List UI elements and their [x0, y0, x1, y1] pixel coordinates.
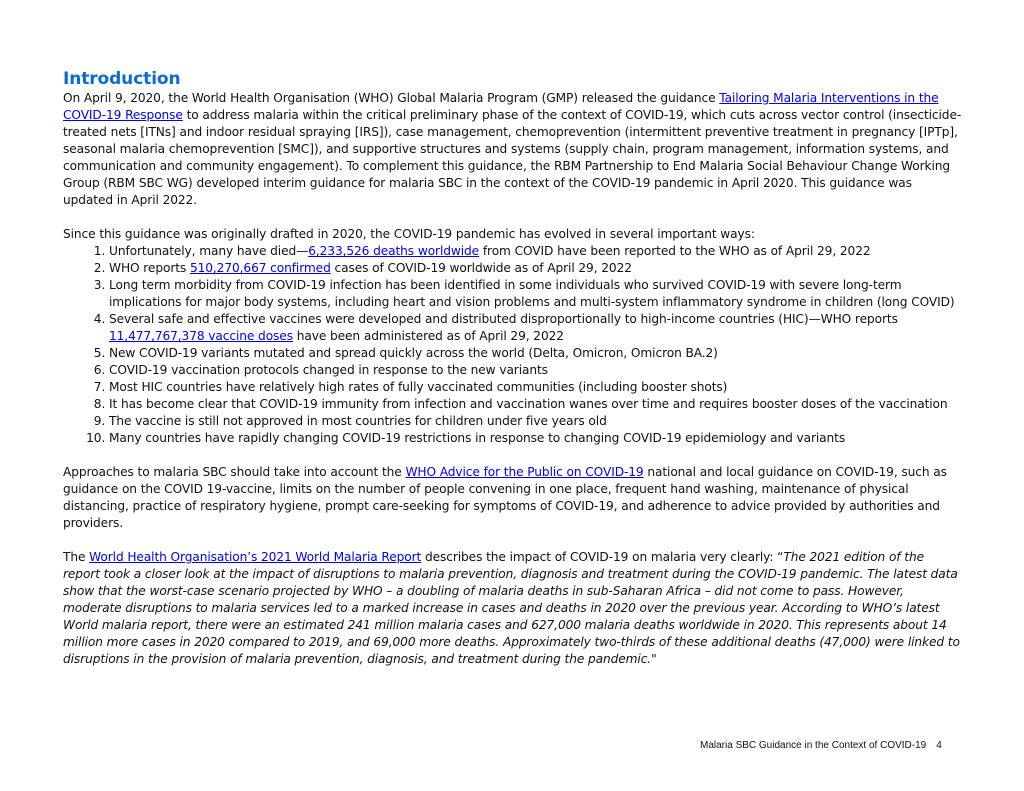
footer-title: Malaria SBC Guidance in the Context of COVID-19 [700, 740, 927, 751]
list-item: 9. The vaccine is still not approved in most countries for children under five years old [109, 413, 963, 430]
tailoring-guidance-link[interactable]: Tailoring Malaria Interventions in the COVID-19 Response [63, 91, 939, 122]
intro-text-pre: On April 9, 2020, the World Health Organisation (WHO) Global Malaria Program (GMP) released the guidance [63, 91, 720, 105]
document-page [63, 68, 963, 668]
vaccine-doses-link[interactable]: 11,477,767,378 vaccine doses [109, 329, 293, 343]
list-item-text: cases of COVID-19 worldwide as of April 29, 2022 [330, 261, 632, 275]
intro-paragraph [63, 90, 963, 209]
intro-text-post: to address malaria within the critical preliminary phase of the context of COVID-19, which cuts across vector control (insecticide-treated nets [ITNs] and indoor residual spraying [IRS]), case management, chemoprevention (intermittent preventive treatment in pregnancy [IPTp], seasonal malaria chemoprevention [SMC]), and supportive structures and systems (supply chain, program management, information systems, and communication and community engagement). To complement this guidance, the RBM Partnership to End Malaria Social Behaviour Change Working Group (RBM SBC WG) developed interim guidance for malaria SBC in the context of the COVID-19 pandemic in April 2020. This guidance was updated in April 2022. [63, 108, 962, 207]
list-item: 10. Many countries have rapidly changing COVID-19 restrictions in response to changing COVID-19 epidemiology and variants [109, 430, 963, 447]
list-item [109, 311, 963, 345]
approaches-paragraph [63, 464, 963, 532]
who-advice-link[interactable]: WHO Advice for the Public on COVID-19 [405, 465, 644, 479]
evolution-paragraph: Since this guidance was originally drafted in 2020, the COVID-19 pandemic has evolved in several important ways: [63, 227, 755, 241]
list-item-text: from COVID have been reported to the WHO as of April 29, 2022 [479, 244, 871, 258]
page-footer [700, 740, 942, 751]
report-text-end: " [651, 652, 657, 666]
list-item-text: Unfortunately, many have died— [109, 244, 309, 258]
report-text-pre: The [63, 550, 90, 564]
list-item-text: have been administered as of April 29, 2022 [292, 329, 564, 343]
confirmed-cases-link[interactable]: 510,270,667 confirmed [189, 261, 331, 275]
approaches-text-post: national and local guidance on COVID-19, such as guidance on the COVID 19-vaccine, limits on the number of people convening in one place, frequent hand washing, maintenance of physical distancing, practice of respiratory hygiene, prompt care-seeking for symptoms of COVID-19, and adherence to advice provided by authorities and providers. [63, 465, 947, 530]
approaches-text-pre: Approaches to malaria SBC should take into account the [63, 465, 406, 479]
list-item: 3. Long term morbidity from COVID-19 infection has been identified in some individuals who survived COVID-19 with severe long-term implications for major body systems, including heart and vision problems and multi-system inflammatory syndrome in children (long COVID) [109, 277, 963, 311]
deaths-worldwide-link[interactable]: 6,233,526 deaths worldwide [308, 244, 480, 258]
list-item [109, 260, 963, 277]
evolution-list [63, 243, 963, 447]
report-text-mid: describes the impact of COVID-19 on malaria very clearly: “ [421, 550, 784, 564]
page-number: 4 [936, 740, 942, 751]
list-item: 5. New COVID-19 variants mutated and spread quickly across the world (Delta, Omicron, Omicron BA.2) [109, 345, 963, 362]
list-item: 6. COVID-19 vaccination protocols changed in response to the new variants [109, 362, 963, 379]
world-malaria-report-link[interactable]: World Health Organisation’s 2021 World Malaria Report [89, 550, 422, 564]
list-item: 7. Most HIC countries have relatively high rates of fully vaccinated communities (including booster shots) [109, 379, 963, 396]
report-quote: The 2021 edition of the report took a closer look at the impact of disruptions to malaria prevention, diagnosis and treatment during the COVID-19 pandemic. The latest data show that the worst-case scenario projected by WHO – a doubling of malaria deaths in sub-Saharan Africa – did not come to pass. However, moderate disruptions to malaria services led to a marked increase in cases and deaths in 2020 over the previous year. According to WHO’s latest World malaria report, there were an estimated 241 million malaria cases and 627,000 malaria deaths worldwide in 2020. This represents about 14 million more cases in 2020 compared to 2019, and 69,000 more deaths. Approximately two-thirds of these additional deaths (47,000) were linked to disruptions in the provision of malaria prevention, diagnosis, and treatment during the pandemic. [63, 550, 960, 666]
section-heading: Introduction [63, 69, 181, 89]
report-paragraph [63, 549, 963, 668]
list-item [109, 243, 963, 260]
list-item-text: WHO reports [109, 261, 190, 275]
list-item: 8. It has become clear that COVID-19 immunity from infection and vaccination wanes over time and requires booster doses of the vaccination [109, 396, 963, 413]
list-item-text: Several safe and effective vaccines were developed and distributed disproportionally to high-income countries (HIC)—WHO reports [109, 312, 898, 326]
